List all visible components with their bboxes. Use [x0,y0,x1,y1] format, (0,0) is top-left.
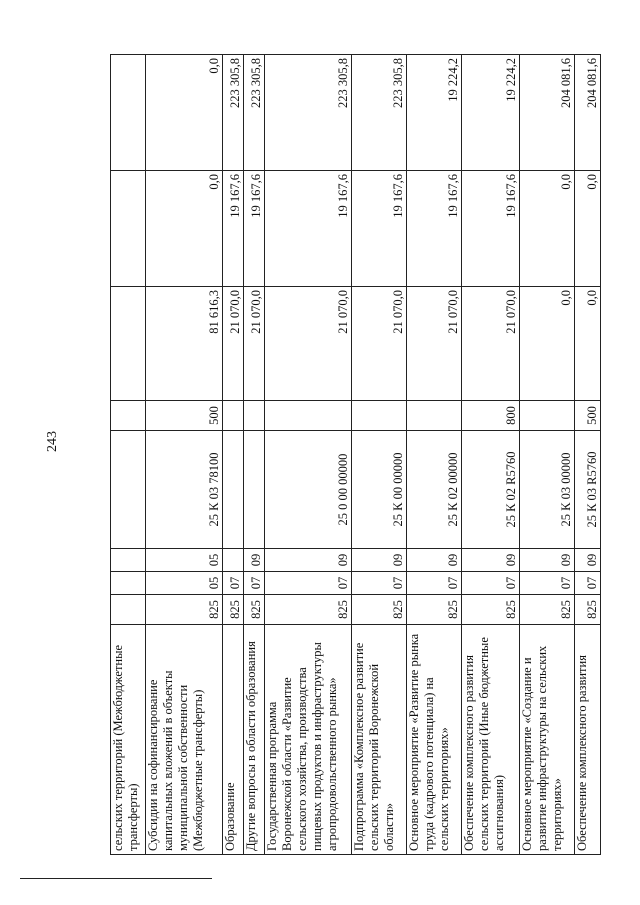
cell-value-1: 0,0 [575,287,601,401]
cell-name: Образование [223,625,244,855]
cell-rz: 05 [146,572,223,595]
cell-csr: 25 К 03 78100 [146,431,223,549]
cell-value-3: 19 224,2 [407,55,462,171]
cell-vr: 800 [462,401,520,431]
cell-value-3: 223 305,8 [223,55,244,171]
cell-value-3: 223 305,8 [244,55,265,171]
cell-rz: 07 [223,572,244,595]
cell-name: Основное мероприятие «Развитие рынка труда (кадрового потенциала) на сельских территориях» [407,625,462,855]
cell-pr [223,549,244,572]
cell-vr [111,401,146,431]
rotated-table-container [110,55,600,855]
cell-rz: 07 [407,572,462,595]
cell-grbs: 825 [575,595,601,625]
cell-rz [111,572,146,595]
cell-value-1: 21 070,0 [244,287,265,401]
cell-csr: 25 К 02 00000 [407,431,462,549]
cell-pr: 05 [146,549,223,572]
table-row [223,55,244,855]
cell-csr [111,431,146,549]
cell-value-3 [111,55,146,171]
cell-value-1: 21 070,0 [223,287,244,401]
cell-grbs: 825 [223,595,244,625]
cell-pr [111,549,146,572]
cell-vr: 500 [575,401,601,431]
cell-name: сельских территорий (Межбюджетные трансферты) [111,625,146,855]
cell-rz: 07 [462,572,520,595]
cell-grbs [111,595,146,625]
cell-csr: 25 К 03 R5760 [575,431,601,549]
table-row [575,55,601,855]
cell-value-1: 21 070,0 [265,287,352,401]
cell-vr [244,401,265,431]
cell-value-1: 21 070,0 [462,287,520,401]
page-number: 243 [45,431,60,452]
cell-rz: 07 [575,572,601,595]
table-row [352,55,407,855]
budget-table [110,54,601,855]
cell-value-3: 204 081,6 [575,55,601,171]
cell-grbs: 825 [407,595,462,625]
cell-value-1: 21 070,0 [407,287,462,401]
table-row [520,55,575,855]
cell-value-2: 19 167,6 [407,171,462,287]
cell-grbs: 825 [146,595,223,625]
cell-vr: 500 [146,401,223,431]
cell-value-2: 0,0 [146,171,223,287]
cell-value-1 [111,287,146,401]
cell-grbs: 825 [462,595,520,625]
cell-vr [223,401,244,431]
cell-value-3: 0,0 [146,55,223,171]
cell-pr: 09 [520,549,575,572]
cell-rz: 07 [352,572,407,595]
cell-value-3: 223 305,8 [265,55,352,171]
cell-csr: 25 К 02 R5760 [462,431,520,549]
cell-value-2: 19 167,6 [462,171,520,287]
cell-value-2 [111,171,146,287]
cell-csr [223,431,244,549]
cell-rz: 07 [265,572,352,595]
cell-value-1: 0,0 [520,287,575,401]
table-row [462,55,520,855]
cell-rz: 07 [520,572,575,595]
cell-value-2: 19 167,6 [265,171,352,287]
cell-grbs: 825 [352,595,407,625]
cell-value-2: 19 167,6 [223,171,244,287]
cell-csr [244,431,265,549]
cell-value-2: 0,0 [520,171,575,287]
cell-rz: 07 [244,572,265,595]
table-body [111,55,601,855]
cell-pr: 09 [352,549,407,572]
cell-csr: 25 К 00 00000 [352,431,407,549]
cell-vr [407,401,462,431]
cell-value-1: 21 070,0 [352,287,407,401]
cell-name: Основное мероприятие «Создание и развитие инфраструктуры на сельских территориях» [520,625,575,855]
cell-value-2: 19 167,6 [244,171,265,287]
footnote-separator-line [20,878,212,879]
table-row [407,55,462,855]
cell-vr [352,401,407,431]
cell-csr: 25 К 03 00000 [520,431,575,549]
cell-pr: 09 [407,549,462,572]
cell-pr: 09 [265,549,352,572]
cell-value-3: 204 081,6 [520,55,575,171]
table-row [265,55,352,855]
cell-name: Подпрограмма «Комплексное развитие сельских территорий Воронежской области» [352,625,407,855]
cell-value-3: 223 305,8 [352,55,407,171]
cell-name: Субсидии на софинансирование капитальных вложений в объекты муниципальной собственности (Межбюджетные трансферты) [146,625,223,855]
cell-name: Обеспечение комплексного развития сельских территорий (Иные бюджетные ассигнования) [462,625,520,855]
cell-grbs: 825 [520,595,575,625]
cell-value-3: 19 224,2 [462,55,520,171]
cell-name: Государственная программа Воронежской области «Развитие сельского хозяйства, производства пищевых продуктов и инфраструктуры агропродовольственного рынка» [265,625,352,855]
cell-pr: 09 [462,549,520,572]
cell-pr: 09 [244,549,265,572]
table-row [111,55,146,855]
cell-csr: 25 0 00 00000 [265,431,352,549]
cell-pr: 09 [575,549,601,572]
cell-value-2: 0,0 [575,171,601,287]
cell-grbs: 825 [244,595,265,625]
table-row [244,55,265,855]
cell-vr [520,401,575,431]
cell-name: Обеспечение комплексного развития [575,625,601,855]
table-row [146,55,223,855]
cell-value-1: 81 616,3 [146,287,223,401]
cell-value-2: 19 167,6 [352,171,407,287]
cell-grbs: 825 [265,595,352,625]
cell-name: Другие вопросы в области образования [244,625,265,855]
cell-vr [265,401,352,431]
